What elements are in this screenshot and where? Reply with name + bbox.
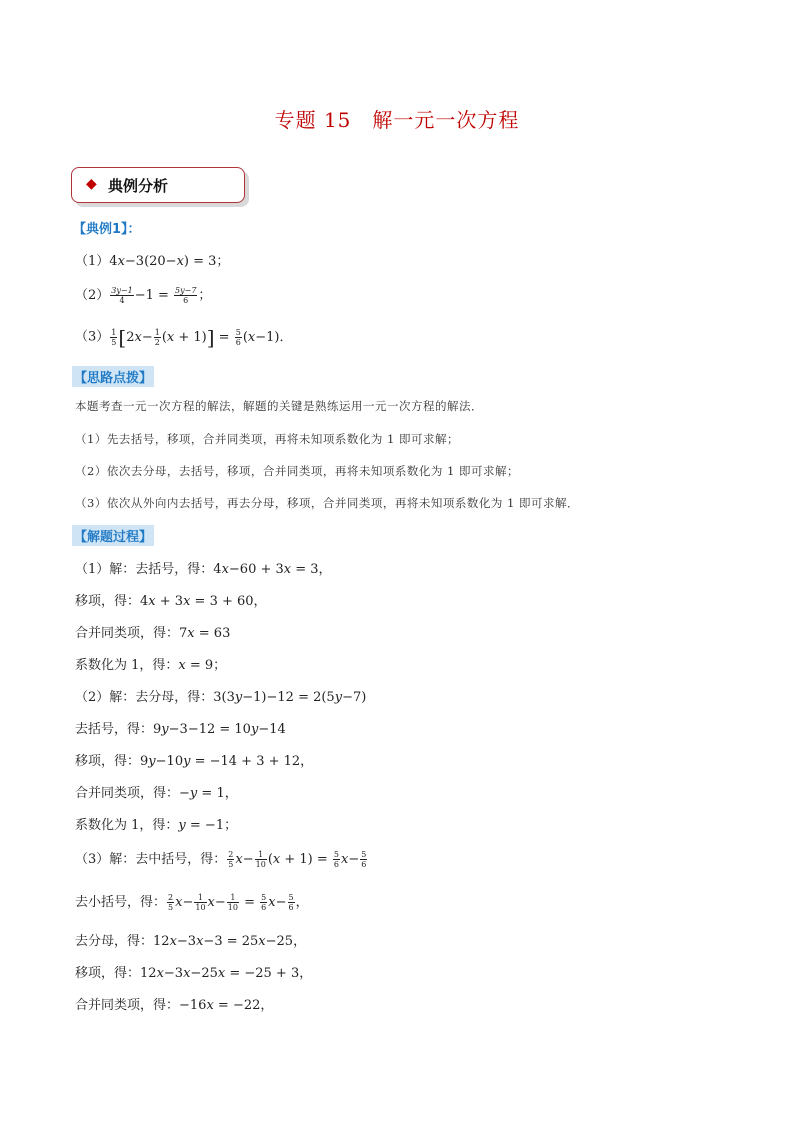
solution-step: （2）解：去分母，得：3(3y−1)−12 = 2(5y−7) bbox=[75, 690, 367, 705]
hint-line-3: （3）依次从外向内去括号，再去分母，移项，合并同类项，再将未知项系数化为 1 即可求解． bbox=[75, 496, 579, 510]
hint-line-2: （2）依次去分母，去括号，移项，合并同类项，再将未知项系数化为 1 即可求解； bbox=[75, 464, 519, 478]
problem-1-prefix: （1） bbox=[75, 254, 110, 269]
hint-line-1: （1）先去括号，移项，合并同类项，再将未知项系数化为 1 即可求解； bbox=[75, 432, 459, 446]
section-header bbox=[71, 167, 245, 203]
diamond-icon: ◆ bbox=[86, 176, 97, 192]
solution-step: 系数化为 1，得：y = −1； bbox=[75, 818, 238, 833]
solution-step: 合并同类项，得：−16x = −22， bbox=[75, 998, 274, 1013]
solution-step: 移项，得：12x−3x−25x = −25 + 3， bbox=[75, 966, 313, 981]
problem-3-prefix: （3） bbox=[75, 329, 110, 345]
solution-step: 去分母，得：12x−3x−3 = 25x−25， bbox=[75, 934, 307, 949]
page-title: 专题 15 解一元一次方程 bbox=[274, 108, 520, 132]
solution-step: 移项，得：4x + 3x = 3 + 60， bbox=[75, 594, 267, 609]
problem-3: （3） $\frac{1}{5}$ [2x− $\frac{1}{2}$ (x + 1)] = $\frac{5}{6}$ (x−1)． bbox=[75, 325, 293, 349]
solution-step: （1）解：去括号，得：4x−60 + 3x = 3， bbox=[75, 562, 332, 577]
solution-step: 合并同类项，得：7x = 63 bbox=[75, 626, 231, 641]
problem-2-prefix: （2） bbox=[75, 288, 110, 303]
solution-step: 系数化为 1，得：x = 9； bbox=[75, 658, 227, 673]
solution-step: 移项，得：9y−10y = −14 + 3 + 12， bbox=[75, 754, 314, 769]
hint-line-0: 本题考查一元一次方程的解法，解题的关键是熟练运用一元一次方程的解法． bbox=[75, 399, 483, 413]
hint-label: 【思路点拨】 bbox=[72, 366, 154, 387]
solution-step: （3）解：去中括号，得： $\frac{2}{5}$ x− $\frac{1}{10}$ (x + 1) = $\frac{5}{6}$ x− $\frac{5}{6}$ bbox=[75, 850, 367, 869]
section-label: 典例分析 bbox=[108, 177, 169, 195]
example-label: 【典例1】： bbox=[73, 222, 141, 237]
solution-step: 合并同类项，得：−y = 1， bbox=[75, 786, 238, 801]
problem-2: （2） $\frac{3y-1}{4}$ −1 = $\frac{5y-7}{6}$ ； bbox=[75, 286, 212, 305]
solution-step: 去括号，得：9y−3−12 = 10y−14 bbox=[75, 722, 286, 737]
problem-1: （1）4x−3(20−x) = 3； bbox=[75, 254, 230, 269]
solution-label: 【解题过程】 bbox=[72, 525, 154, 546]
solution-step: 去小括号，得： $\frac{2}{5}$ x− $\frac{1}{10}$ x− $\frac{1}{10}$ = $\frac{5}{6}$ x− $\frac{5}{6}$ ， bbox=[75, 893, 309, 912]
